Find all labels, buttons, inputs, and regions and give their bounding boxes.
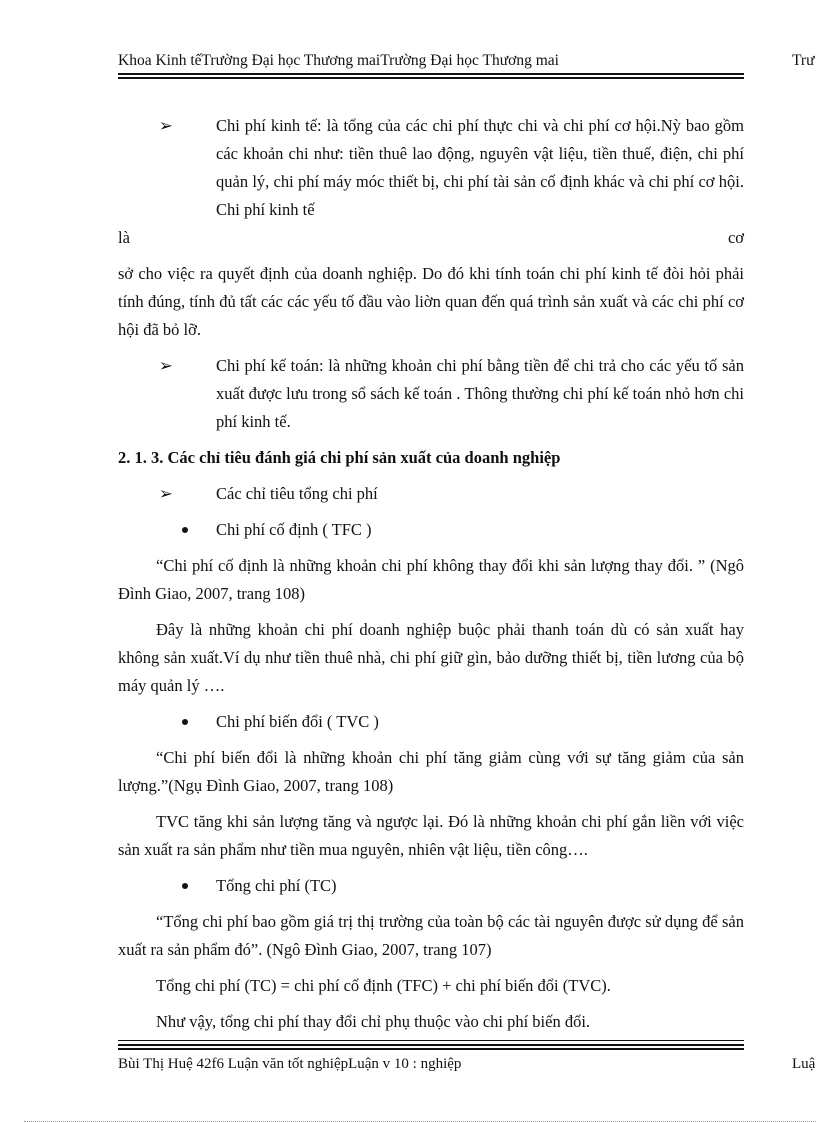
footer-left-text: Bùi Thị Huệ 42f6 Luận văn tốt nghiệpLuận v 10 : nghiệp — [118, 1056, 462, 1072]
page-header — [118, 52, 816, 70]
arrow-bullet-icon: ➢ — [159, 356, 173, 375]
footer-rule — [118, 1044, 744, 1050]
paragraph-conclusion: Như vậy, tổng chi phí thay đổi chỉ phụ thuộc vào chi phí biến đổi. — [156, 1012, 591, 1031]
document-body — [118, 112, 744, 1036]
formula-total-cost: Tổng chi phí (TC) = chi phí cố định (TFC) + chi phí biến đổi (TVC). — [156, 976, 611, 995]
header-left-text: Khoa Kinh tếTrường Đại học Thương maiTrường Đại học Thương mai — [118, 52, 559, 69]
bullet-dot-icon — [182, 883, 188, 889]
footer-rule-thin — [118, 1040, 744, 1041]
footer-right-text: Luậ — [792, 1056, 816, 1072]
arrow-bullet-icon: ➢ — [159, 484, 173, 503]
bullet-dot-icon — [182, 719, 188, 725]
paragraph-economic-cost-break: là cơ — [118, 228, 744, 247]
quote-variable-cost: “Chi phí biến đổi là những khoản chi phí tăng giảm cùng với sự tăng giảm của sản lượng.”(Ngụ Đình Giao, 2007, trang 108) — [118, 748, 744, 795]
header-right-text: Trư — [792, 52, 815, 69]
bullet-fixed-cost: Chi phí cố định ( TFC ) — [118, 516, 744, 544]
paragraph-economic-cost-continued: sở cho việc ra quyết định của doanh nghiệp. Do đó khi tính toán chi phí kinh tế đòi hỏi phải tính đúng, tính đủ tất các các yếu tố đầu vào liờn quan đến quá trình sản xuất và các chi phí cơ hội đã bỏ lỡ. — [118, 264, 744, 339]
bullet-variable-cost: Chi phí biến đổi ( TVC ) — [118, 708, 744, 736]
quote-total-cost: “Tổng chi phí bao gồm giá trị thị trường của toàn bộ các tài nguyên được sử dụng để sản xuất ra sản phẩm đó”. (Ngô Đình Giao, 2007, trang 107) — [118, 912, 744, 959]
bullet-total-cost: Tổng chi phí (TC) — [118, 872, 744, 900]
sub-heading-total-cost-indicators: ➢ Các chỉ tiêu tổng chi phí — [118, 480, 744, 508]
header-rule — [118, 73, 744, 79]
paragraph-variable-cost-explanation: TVC tăng khi sản lượng tăng và ngược lại. Đó là những khoản chi phí gắn liền với việc sản xuất ra sản phẩm như tiền mua nguyên, nhiên vật liệu, tiền công…. — [118, 812, 744, 859]
paragraph-accounting-cost: ➢ Chi phí kế toán: là những khoản chi phí bằng tiền để chi trả cho các yếu tố sản xuất được lưu trong sổ sách kế toán . Thông thường chi phí kế toán nhỏ hơn chi phí kinh tế. — [118, 352, 744, 436]
paragraph-fixed-cost-explanation: Đây là những khoản chi phí doanh nghiệp buộc phải thanh toán dù có sản xuất hay không sản xuất.Ví dụ như tiền thuê nhà, chi phí giữ gìn, bảo dưỡng thiết bị, tiền lương của bộ máy quản lý …. — [118, 620, 744, 695]
paragraph-economic-cost: ➢ Chi phí kinh tế: là tổng của các chi phí thực chi và chi phí cơ hội.Nỳ bao gồm các khoản chi như: tiền thuê lao động, nguyên vật liệu, tiền thuế, điện, chi phí quản lý, chi phí máy móc thiết bị, chi phí tài sản cố định khác và chi phí cơ hội. Chi phí kinh tế — [118, 112, 744, 224]
page-footer — [118, 1056, 816, 1073]
arrow-bullet-icon: ➢ — [159, 116, 173, 135]
quote-fixed-cost: “Chi phí cố định là những khoản chi phí không thay đổi khi sản lượng thay đổi. ” (Ngô Đình Giao, 2007, trang 108) — [118, 556, 744, 603]
bottom-dotted-border — [24, 1121, 816, 1122]
section-heading: 2. 1. 3. Các chỉ tiêu đánh giá chi phí sản xuất của doanh nghiệp — [118, 448, 561, 467]
bullet-dot-icon — [182, 527, 188, 533]
